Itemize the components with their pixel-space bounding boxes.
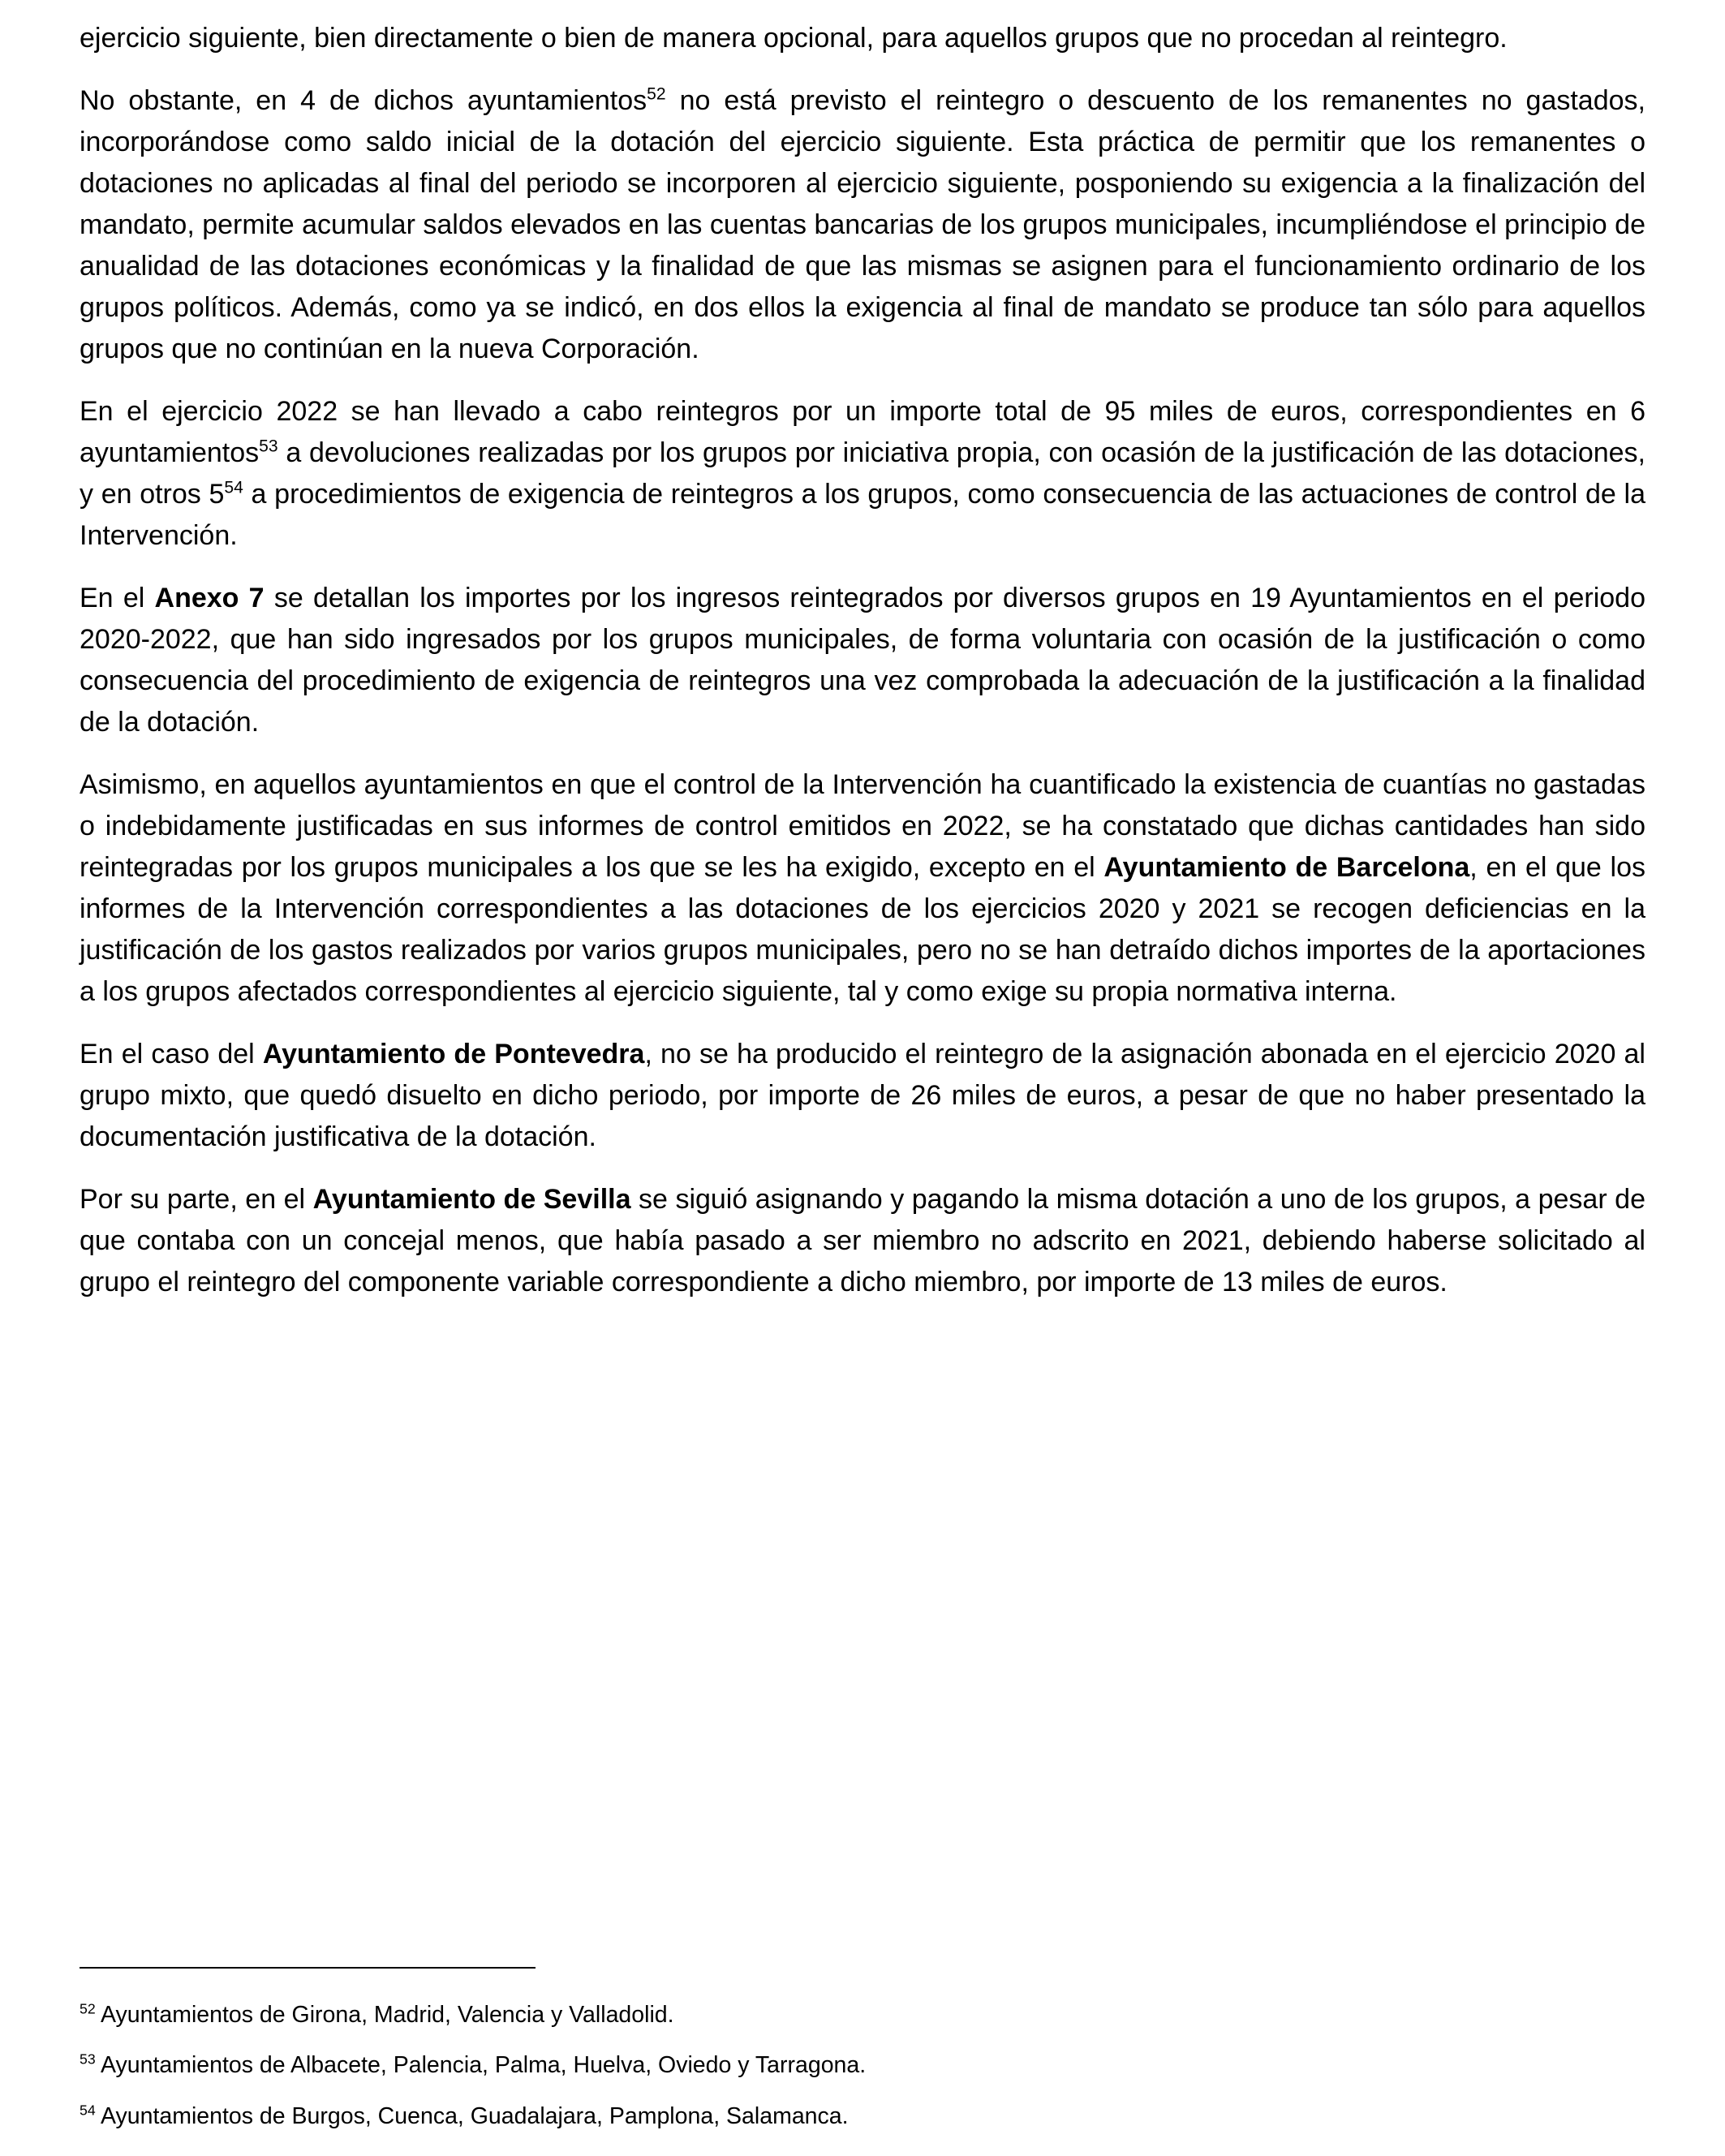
bold-text: Ayuntamiento de Pontevedra [262, 1039, 645, 1069]
footnotes-section [80, 1967, 1645, 2132]
footnote [80, 2101, 1645, 2132]
paragraph [80, 578, 1645, 743]
text-segment: En el caso del [80, 1039, 263, 1069]
bold-text: Ayuntamiento de Barcelona [1103, 852, 1470, 883]
text-segment: No obstante, en 4 de dichos ayuntamientos [80, 85, 647, 116]
text-segment: se siguió asignando y pagando la misma dotación a uno de los grupos, a pesar de que contaba con un concejal menos, que había pasado a ser miembro no adscrito en 2021, debiendo haberse solicitado al grupo el reintegro del componente variable correspondiente a dicho miembro, por importe de 13 miles de euros. [80, 1184, 1645, 1297]
text-segment: , en el que los informes de la Intervención correspondientes a las dotaciones de los ejercicios 2020 y 2021 se recogen deficiencias en la justificación de los gastos realizados por varios grupos municipales, pero no se han detraído dichos importes de la aportaciones a los grupos afectados correspondientes al ejercicio siguiente, tal y como exige su propia normativa interna. [80, 852, 1645, 1007]
paragraph [80, 18, 1645, 59]
text-segment: , no se ha producido el reintegro de la asignación abonada en el ejercicio 2020 al grupo mixto, que quedó disuelto en dicho periodo, por importe de 26 miles de euros, a pesar de que no haber presentado la documentación justificativa de la dotación. [80, 1039, 1645, 1152]
text-segment: Por su parte, en el [80, 1184, 313, 1215]
footnote-number: 53 [80, 2051, 96, 2068]
footnote-number: 54 [80, 2102, 96, 2119]
footnotes-list [80, 1999, 1645, 2132]
footnote-text: Ayuntamientos de Girona, Madrid, Valencia y Valladolid. [101, 2001, 674, 2028]
text-segment: En el ejercicio 2022 se han llevado a cabo reintegros por un importe total de 95 miles de euros, correspondientes en 6 ayuntamientos [80, 396, 1645, 468]
document-body [80, 18, 1645, 1324]
footnote-separator-rule [80, 1967, 536, 1969]
paragraph [80, 391, 1645, 557]
bold-text: Ayuntamiento de Sevilla [312, 1184, 631, 1215]
bold-text: Anexo 7 [154, 583, 265, 613]
text-segment: Asimismo, en aquellos ayuntamientos en que el control de la Intervención ha cuantificado la existencia de cuantías no gastadas o indebidamente justificadas en sus informes de control emitidos en 2022, se ha constatado que dichas cantidades han sido reintegradas por los grupos municipales a los que se les ha exigido, excepto en el [80, 769, 1645, 883]
paragraph [80, 1179, 1645, 1303]
paragraph [80, 80, 1645, 370]
footnote-reference: 52 [647, 84, 666, 104]
text-segment: se detallan los importes por los ingresos reintegrados por diversos grupos en 19 Ayuntamientos en el periodo 2020-2022, que han sido ingresados por los grupos municipales, de forma voluntaria con ocasión de la justificación o como consecuencia del procedimiento de exigencia de reintegros una vez comprobada la adecuación de la justificación a la finalidad de la dotación. [80, 583, 1646, 738]
text-segment: a devoluciones realizadas por los grupos por iniciativa propia, con ocasión de la justificación de las dotaciones, y en otros 5 [80, 437, 1645, 510]
footnote-reference: 54 [224, 478, 243, 497]
paragraph [80, 764, 1645, 1013]
footnote-text: Ayuntamientos de Burgos, Cuenca, Guadalajara, Pamplona, Salamanca. [101, 2102, 849, 2129]
footnote-text: Ayuntamientos de Albacete, Palencia, Palma, Huelva, Oviedo y Tarragona. [101, 2052, 867, 2079]
footnote [80, 1999, 1645, 2030]
footnote-reference: 53 [259, 437, 278, 456]
text-segment: En el [80, 583, 155, 613]
text-segment: ejercicio siguiente, bien directamente o bien de manera opcional, para aquellos grupos que no procedan al reintegro. [80, 23, 1508, 54]
paragraph [80, 1034, 1645, 1158]
footnote [80, 2050, 1645, 2081]
text-segment: no está previsto el reintegro o descuento de los remanentes no gastados, incorporándose como saldo inicial de la dotación del ejercicio siguiente. Esta práctica de permitir que los remanentes o dotaciones no aplicadas al final del periodo se incorporen al ejercicio siguiente, posponiendo su exigencia a la finalización del mandato, permite acumular saldos elevados en las cuentas bancarias de los grupos municipales, incumpliéndose el principio de anualidad de las dotaciones económicas y la finalidad de que las mismas se asignen para el funcionamiento ordinario de los grupos políticos. Además, como ya se indicó, en dos ellos la exigencia al final de mandato se produce tan sólo para aquellos grupos que no continúan en la nueva Corporación. [80, 85, 1645, 364]
text-segment: a procedimientos de exigencia de reintegros a los grupos, como consecuencia de las actuaciones de control de la Intervención. [80, 479, 1645, 551]
footnote-number: 52 [80, 2000, 96, 2017]
